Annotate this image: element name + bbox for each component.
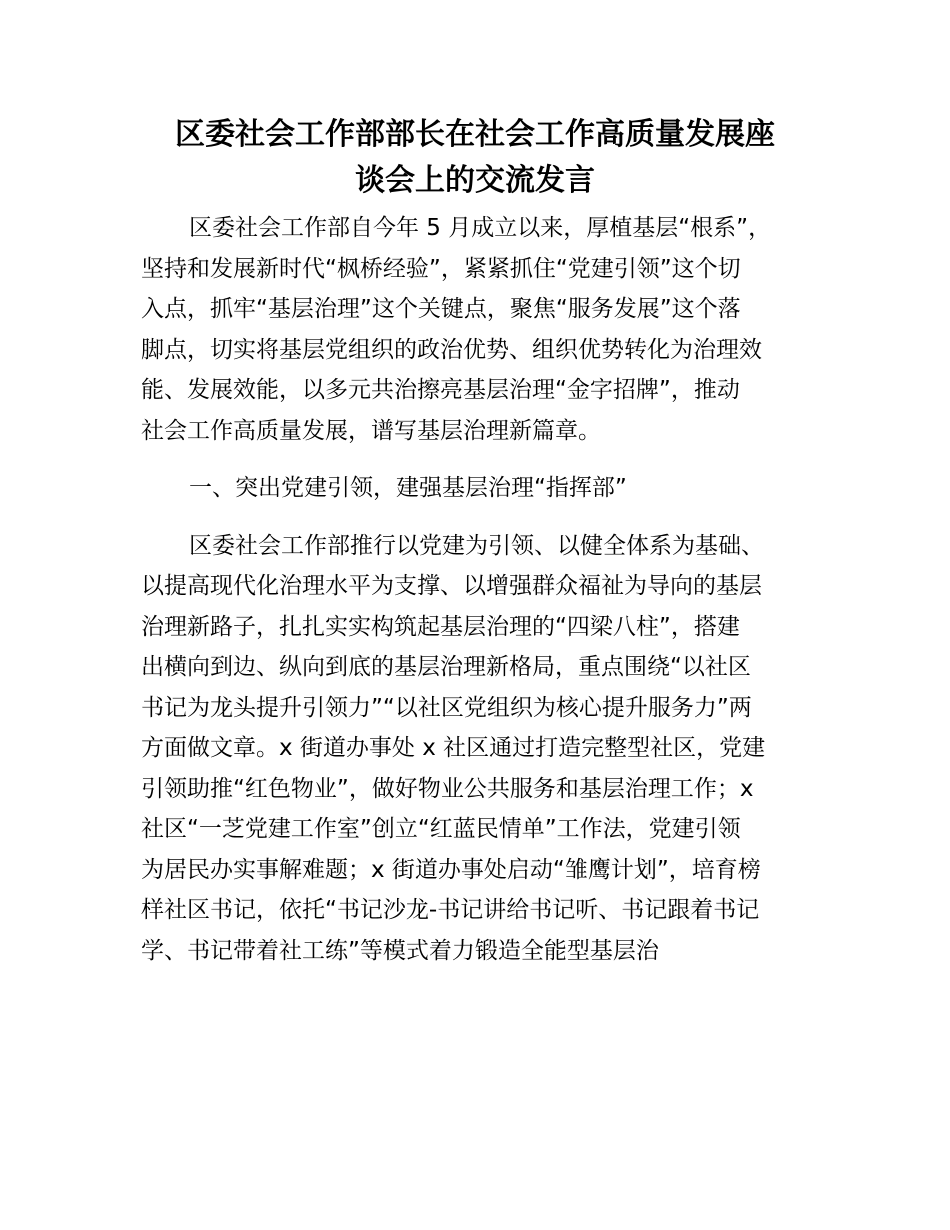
paragraph-line: 社会工作高质量发展，谱写基层治理新篇章。 <box>141 417 601 444</box>
title-line-2: 谈会上的交流发言 <box>355 163 595 198</box>
title-line-1: 区委社会工作部部长在社会工作高质量发展座 <box>175 117 775 152</box>
paragraph-line: 区委社会工作部推行以党建为引领、以健全体系为基础、 <box>189 532 764 559</box>
paragraph-line: 脚点，切实将基层党组织的政治优势、组织优势转化为治理效 <box>141 336 762 363</box>
paragraph-spacer <box>141 451 821 468</box>
document-title <box>140 112 810 204</box>
paragraph-spacer <box>141 509 821 526</box>
paragraph-line: 引领助推“红色物业”，做好物业公共服务和基层治理工作；x <box>141 775 754 802</box>
paragraph-intro <box>141 208 821 451</box>
paragraph-line: 出横向到边、纵向到底的基层治理新格局，重点围绕“以社区 <box>141 654 751 680</box>
paragraph-line: 入点，抓牢“基层治理”这个关键点，聚焦“服务发展”这个落 <box>141 296 741 322</box>
paragraph-line: 方面做文章。x 街道办事处 x 社区通过打造完整型社区，党建 <box>141 735 766 761</box>
paragraph-line: 以提高现代化治理水平为支撑、以增强群众福祉为导向的基层 <box>141 573 762 599</box>
paragraph-line: 治理新路子，扎扎实实构筑起基层治理的“四梁八柱”，搭建 <box>141 613 740 640</box>
paragraph-line: 区委社会工作部自今年 5 月成立以来，厚植基层“根系”， <box>189 215 772 241</box>
paragraph-section-1 <box>141 526 821 972</box>
document-body <box>141 208 821 971</box>
paragraph-line: 坚持和发展新时代“枫桥经验”，紧紧抓住“党建引领”这个切 <box>141 255 741 282</box>
paragraph-line: 书记为龙头提升引领力”“以社区党组织为核心提升服务力”两 <box>141 694 752 721</box>
paragraph-line: 为居民办实事解难题；x 街道办事处启动“雏鹰计划”，培育榜 <box>141 856 761 883</box>
paragraph-line: 样社区书记，依托“书记沙龙-书记讲给书记听、书记跟着书记 <box>141 897 760 923</box>
section-heading: 一、突出党建引领，建强基层治理“指挥部” <box>189 475 627 501</box>
paragraph-line: 能、发展效能，以多元共治擦亮基层治理“金字招牌”，推动 <box>141 377 740 403</box>
paragraph-line: 社区“一芝党建工作室”创立“红蓝民情单”工作法，党建引领 <box>141 816 741 842</box>
paragraph-line: 学、书记带着社工练”等模式着力锻造全能型基层治 <box>141 937 659 964</box>
